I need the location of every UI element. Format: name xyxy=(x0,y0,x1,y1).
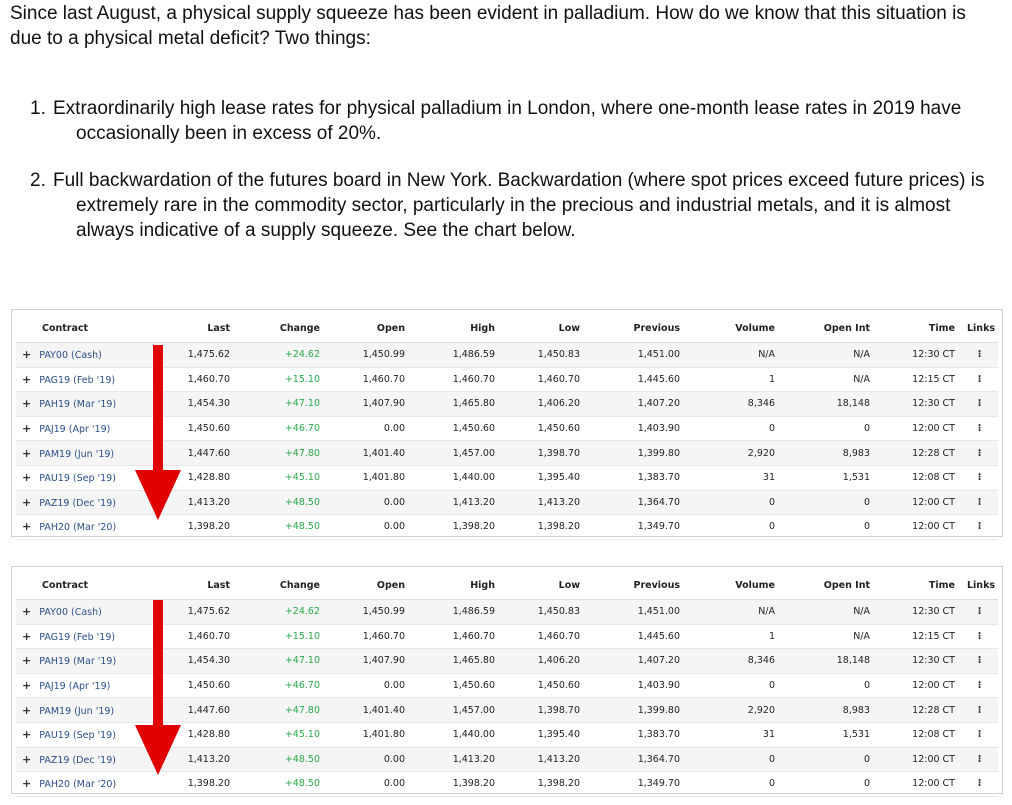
cell-change: +47.80 xyxy=(236,698,326,723)
cell-open: 0.00 xyxy=(326,416,411,441)
contract-link[interactable]: PAM19 (Jun '19) xyxy=(39,448,115,460)
list-number: 1. xyxy=(30,98,46,119)
cell-open: 1,460.70 xyxy=(326,367,411,392)
cell-low: 1,398.20 xyxy=(501,772,586,797)
cell-time: 12:00 CT xyxy=(876,515,961,540)
cell-high: 1,413.20 xyxy=(411,490,501,515)
cell-previous: 1,383.70 xyxy=(586,465,686,490)
plus-icon[interactable]: + xyxy=(22,348,32,362)
cell-open-int: 0 xyxy=(781,490,876,515)
cell-time: 12:08 CT xyxy=(876,722,961,747)
plus-icon[interactable]: + xyxy=(22,422,32,436)
cell-change: +47.80 xyxy=(236,441,326,466)
vertical-ellipsis-icon[interactable]: ⁝ xyxy=(961,624,998,649)
cell-open: 1,401.80 xyxy=(326,465,411,490)
cell-change: +47.10 xyxy=(236,649,326,674)
column-header-open[interactable]: Open xyxy=(326,571,411,600)
vertical-ellipsis-icon[interactable]: ⁝ xyxy=(961,600,998,625)
contract-link[interactable]: PAY00 (Cash) xyxy=(39,607,102,619)
cell-volume: 8,346 xyxy=(686,649,781,674)
cell-last: 1,398.20 xyxy=(156,515,236,540)
cell-previous: 1,383.70 xyxy=(586,722,686,747)
vertical-ellipsis-icon[interactable]: ⁝ xyxy=(961,772,998,797)
cell-low: 1,413.20 xyxy=(501,747,586,772)
plus-icon[interactable]: + xyxy=(22,495,32,509)
cell-last: 1,450.60 xyxy=(156,673,236,698)
cell-high: 1,457.00 xyxy=(411,441,501,466)
cell-open-int: 18,148 xyxy=(781,649,876,674)
cell-last: 1,454.30 xyxy=(156,649,236,674)
cell-low: 1,398.20 xyxy=(501,515,586,540)
cell-change: +24.62 xyxy=(236,343,326,368)
plus-icon[interactable]: + xyxy=(22,752,32,766)
list-number: 2. xyxy=(30,170,46,191)
cell-low: 1,398.70 xyxy=(501,441,586,466)
vertical-ellipsis-icon[interactable]: ⁝ xyxy=(961,698,998,723)
cell-high: 1,465.80 xyxy=(411,649,501,674)
cell-open: 1,450.99 xyxy=(326,343,411,368)
cell-high: 1,465.80 xyxy=(411,392,501,417)
cell-open-int: 1,531 xyxy=(781,722,876,747)
vertical-ellipsis-icon[interactable]: ⁝ xyxy=(961,515,998,540)
down-arrow-icon xyxy=(135,600,181,775)
cell-low: 1,450.83 xyxy=(501,343,586,368)
cell-previous: 1,349.70 xyxy=(586,515,686,540)
column-header-open[interactable]: Open xyxy=(326,314,411,343)
cell-previous: 1,399.80 xyxy=(586,698,686,723)
plus-icon[interactable]: + xyxy=(22,777,32,791)
cell-open: 1,407.90 xyxy=(326,649,411,674)
cell-time: 12:30 CT xyxy=(876,600,961,625)
cell-time: 12:00 CT xyxy=(876,490,961,515)
down-arrow-icon xyxy=(135,345,181,520)
column-header-low[interactable]: Low xyxy=(501,314,586,343)
cell-change: +48.50 xyxy=(236,515,326,540)
cell-open: 1,407.90 xyxy=(326,392,411,417)
cell-time: 12:30 CT xyxy=(876,392,961,417)
cell-time: 12:30 CT xyxy=(876,649,961,674)
cell-low: 1,406.20 xyxy=(501,392,586,417)
column-header-last[interactable]: Last xyxy=(156,314,236,343)
column-header-high[interactable]: High xyxy=(411,314,501,343)
contract-link[interactable]: PAH20 (Mar '20) xyxy=(39,779,117,791)
cell-volume: 2,920 xyxy=(686,441,781,466)
cell-open: 0.00 xyxy=(326,772,411,797)
plus-icon[interactable]: + xyxy=(22,629,32,643)
cell-volume: 1 xyxy=(686,367,781,392)
cell-high: 1,398.20 xyxy=(411,772,501,797)
column-header-volume[interactable]: Volume xyxy=(686,314,781,343)
cell-time: 12:00 CT xyxy=(876,673,961,698)
column-header-previous[interactable]: Previous xyxy=(586,314,686,343)
table-header-row xyxy=(16,571,998,600)
cell-time: 12:00 CT xyxy=(876,772,961,797)
cell-volume: 0 xyxy=(686,515,781,540)
cell-time: 12:30 CT xyxy=(876,343,961,368)
cell-previous: 1,451.00 xyxy=(586,600,686,625)
cell-volume: N/A xyxy=(686,343,781,368)
cell-previous: 1,403.90 xyxy=(586,673,686,698)
cell-volume: 31 xyxy=(686,722,781,747)
cell-time: 12:15 CT xyxy=(876,367,961,392)
cell-low: 1,460.70 xyxy=(501,367,586,392)
cell-last: 1,428.80 xyxy=(156,722,236,747)
contract-link[interactable]: PAY00 (Cash) xyxy=(39,350,102,362)
cell-open-int: 0 xyxy=(781,747,876,772)
cell-last: 1,475.62 xyxy=(156,343,236,368)
cell-open-int: 18,148 xyxy=(781,392,876,417)
contract-link[interactable]: PAG19 (Feb '19) xyxy=(39,374,116,386)
cell-previous: 1,445.60 xyxy=(586,624,686,649)
cell-volume: 0 xyxy=(686,490,781,515)
plus-icon[interactable]: + xyxy=(22,728,32,742)
cell-volume: 31 xyxy=(686,465,781,490)
vertical-ellipsis-icon[interactable]: ⁝ xyxy=(961,367,998,392)
column-header-open-int[interactable]: Open Int xyxy=(781,314,876,343)
cell-open: 0.00 xyxy=(326,673,411,698)
cell-change: +48.50 xyxy=(236,490,326,515)
list-text: Full backwardation of the futures board in New York. Backwardation (where spot prices exceed future prices) is extremely rare in the commodity sector, particularly in the precious and industrial metals, and it is almost always indicative of a supply squeeze. See the chart below. xyxy=(53,170,985,241)
cell-time: 12:28 CT xyxy=(876,698,961,723)
column-header-contract[interactable]: Contract xyxy=(16,571,156,600)
cell-change: +48.50 xyxy=(236,772,326,797)
cell-last: 1,428.80 xyxy=(156,465,236,490)
cell-open: 1,401.40 xyxy=(326,698,411,723)
arrow-head xyxy=(135,725,181,775)
cell-previous: 1,403.90 xyxy=(586,416,686,441)
cell-previous: 1,364.70 xyxy=(586,490,686,515)
cell-high: 1,450.60 xyxy=(411,673,501,698)
cell-open-int: 0 xyxy=(781,416,876,441)
plus-icon[interactable]: + xyxy=(22,654,32,668)
cell-time: 12:00 CT xyxy=(876,747,961,772)
cell-change: +45.10 xyxy=(236,722,326,747)
contract-link[interactable]: PAH20 (Mar '20) xyxy=(39,522,117,534)
cell-high: 1,486.59 xyxy=(411,600,501,625)
cell-time: 12:08 CT xyxy=(876,465,961,490)
plus-icon[interactable]: + xyxy=(22,520,32,534)
cell-low: 1,460.70 xyxy=(501,624,586,649)
cell-open-int: N/A xyxy=(781,624,876,649)
cell-last: 1,450.60 xyxy=(156,416,236,441)
vertical-ellipsis-icon[interactable]: ⁝ xyxy=(961,649,998,674)
cell-low: 1,395.40 xyxy=(501,465,586,490)
cell-volume: 8,346 xyxy=(686,392,781,417)
vertical-ellipsis-icon[interactable]: ⁝ xyxy=(961,343,998,368)
plus-icon[interactable]: + xyxy=(22,446,32,460)
arrow-shaft xyxy=(153,600,163,735)
cell-last: 1,454.30 xyxy=(156,392,236,417)
cell-open-int: 8,983 xyxy=(781,441,876,466)
list-text: Extraordinarily high lease rates for physical palladium in London, where one-month lease rates in 2019 have occasionally been in excess of 20%. xyxy=(53,98,962,144)
plus-icon[interactable]: + xyxy=(22,397,32,411)
cell-high: 1,460.70 xyxy=(411,367,501,392)
table-header-row xyxy=(16,314,998,343)
cell-open: 1,401.40 xyxy=(326,441,411,466)
cell-last: 1,413.20 xyxy=(156,747,236,772)
cell-previous: 1,451.00 xyxy=(586,343,686,368)
contract-link[interactable]: PAH19 (Mar '19) xyxy=(39,656,117,668)
cell-low: 1,413.20 xyxy=(501,490,586,515)
cell-change: +45.10 xyxy=(236,465,326,490)
cell-last: 1,475.62 xyxy=(156,600,236,625)
cell-open: 0.00 xyxy=(326,515,411,540)
contract-link[interactable]: PAU19 (Sep '19) xyxy=(39,730,116,742)
cell-volume: 0 xyxy=(686,673,781,698)
arrow-shaft xyxy=(153,345,163,480)
column-header-change[interactable]: Change xyxy=(236,571,326,600)
vertical-ellipsis-icon[interactable]: ⁝ xyxy=(961,441,998,466)
cell-volume: 0 xyxy=(686,747,781,772)
cell-time: 12:28 CT xyxy=(876,441,961,466)
plus-icon[interactable]: + xyxy=(22,372,32,386)
cell-open-int: N/A xyxy=(781,600,876,625)
column-header-links[interactable]: Links xyxy=(961,314,998,343)
cell-open-int: 0 xyxy=(781,772,876,797)
cell-change: +46.70 xyxy=(236,673,326,698)
cell-previous: 1,407.20 xyxy=(586,392,686,417)
cell-high: 1,486.59 xyxy=(411,343,501,368)
cell-change: +24.62 xyxy=(236,600,326,625)
cell-volume: 1 xyxy=(686,624,781,649)
contract-link[interactable]: PAJ19 (Apr '19) xyxy=(39,681,111,693)
cell-open-int: 0 xyxy=(781,515,876,540)
cell-previous: 1,407.20 xyxy=(586,649,686,674)
cell-open-int: 0 xyxy=(781,673,876,698)
cell-previous: 1,364.70 xyxy=(586,747,686,772)
arrow-head xyxy=(135,470,181,520)
table-row xyxy=(16,772,998,797)
cell-high: 1,450.60 xyxy=(411,416,501,441)
contract-link[interactable]: PAU19 (Sep '19) xyxy=(39,473,116,485)
list-item-lease-rates xyxy=(30,96,990,146)
cell-previous: 1,399.80 xyxy=(586,441,686,466)
cell-change: +46.70 xyxy=(236,416,326,441)
cell-change: +47.10 xyxy=(236,392,326,417)
cell-time: 12:15 CT xyxy=(876,624,961,649)
cell-open-int: N/A xyxy=(781,367,876,392)
cell-low: 1,398.70 xyxy=(501,698,586,723)
cell-previous: 1,445.60 xyxy=(586,367,686,392)
cell-high: 1,457.00 xyxy=(411,698,501,723)
contract-link[interactable]: PAZ19 (Dec '19) xyxy=(39,754,116,766)
column-header-open-int[interactable]: Open Int xyxy=(781,571,876,600)
vertical-ellipsis-icon[interactable]: ⁝ xyxy=(961,490,998,515)
cell-volume: N/A xyxy=(686,600,781,625)
cell-low: 1,450.83 xyxy=(501,600,586,625)
vertical-ellipsis-icon[interactable]: ⁝ xyxy=(961,392,998,417)
cell-time: 12:00 CT xyxy=(876,416,961,441)
cell-low: 1,406.20 xyxy=(501,649,586,674)
plus-icon[interactable]: + xyxy=(22,605,32,619)
column-header-links[interactable]: Links xyxy=(961,571,998,600)
cell-high: 1,440.00 xyxy=(411,722,501,747)
cell-last: 1,413.20 xyxy=(156,490,236,515)
cell-low: 1,450.60 xyxy=(501,416,586,441)
cell-change: +15.10 xyxy=(236,367,326,392)
cell-open: 1,401.80 xyxy=(326,722,411,747)
cell-volume: 0 xyxy=(686,772,781,797)
vertical-ellipsis-icon[interactable]: ⁝ xyxy=(961,722,998,747)
cell-high: 1,440.00 xyxy=(411,465,501,490)
cell-high: 1,413.20 xyxy=(411,747,501,772)
contract-link[interactable]: PAH19 (Mar '19) xyxy=(39,399,117,411)
cell-open: 0.00 xyxy=(326,747,411,772)
cell-volume: 2,920 xyxy=(686,698,781,723)
contract-link[interactable]: PAJ19 (Apr '19) xyxy=(39,424,111,436)
column-header-last[interactable]: Last xyxy=(156,571,236,600)
cell-low: 1,395.40 xyxy=(501,722,586,747)
column-header-change[interactable]: Change xyxy=(236,314,326,343)
cell-open: 1,450.99 xyxy=(326,600,411,625)
vertical-ellipsis-icon[interactable]: ⁝ xyxy=(961,747,998,772)
cell-last: 1,398.20 xyxy=(156,772,236,797)
cell-change: +15.10 xyxy=(236,624,326,649)
contract-link[interactable]: PAG19 (Feb '19) xyxy=(39,631,116,643)
column-header-previous[interactable]: Previous xyxy=(586,571,686,600)
column-header-low[interactable]: Low xyxy=(501,571,586,600)
column-header-time[interactable]: Time xyxy=(876,314,961,343)
vertical-ellipsis-icon[interactable]: ⁝ xyxy=(961,465,998,490)
cell-change: +48.50 xyxy=(236,747,326,772)
contract-link[interactable]: PAM19 (Jun '19) xyxy=(39,705,115,717)
column-header-contract[interactable]: Contract xyxy=(16,314,156,343)
cell-low: 1,450.60 xyxy=(501,673,586,698)
intro-paragraph: Since last August, a physical supply squeeze has been evident in palladium. How do we know that this situation is due to a physical metal deficit? Two things: xyxy=(10,3,966,49)
vertical-ellipsis-icon[interactable]: ⁝ xyxy=(961,416,998,441)
cell-last: 1,447.60 xyxy=(156,698,236,723)
cell-volume: 0 xyxy=(686,416,781,441)
cell-previous: 1,349.70 xyxy=(586,772,686,797)
column-header-high[interactable]: High xyxy=(411,571,501,600)
cell-open-int: 1,531 xyxy=(781,465,876,490)
cell-high: 1,398.20 xyxy=(411,515,501,540)
plus-icon[interactable]: + xyxy=(22,703,32,717)
cell-last: 1,447.60 xyxy=(156,441,236,466)
cell-open-int: N/A xyxy=(781,343,876,368)
list-item-backwardation xyxy=(30,168,990,243)
vertical-ellipsis-icon[interactable]: ⁝ xyxy=(961,673,998,698)
contract-link[interactable]: PAZ19 (Dec '19) xyxy=(39,497,116,509)
cell-open: 0.00 xyxy=(326,490,411,515)
cell-contract xyxy=(16,772,156,797)
cell-high: 1,460.70 xyxy=(411,624,501,649)
column-header-time[interactable]: Time xyxy=(876,571,961,600)
cell-open: 1,460.70 xyxy=(326,624,411,649)
column-header-volume[interactable]: Volume xyxy=(686,571,781,600)
plus-icon[interactable]: + xyxy=(22,471,32,485)
cell-last: 1,460.70 xyxy=(156,367,236,392)
cell-open-int: 8,983 xyxy=(781,698,876,723)
plus-icon[interactable]: + xyxy=(22,679,32,693)
cell-last: 1,460.70 xyxy=(156,624,236,649)
